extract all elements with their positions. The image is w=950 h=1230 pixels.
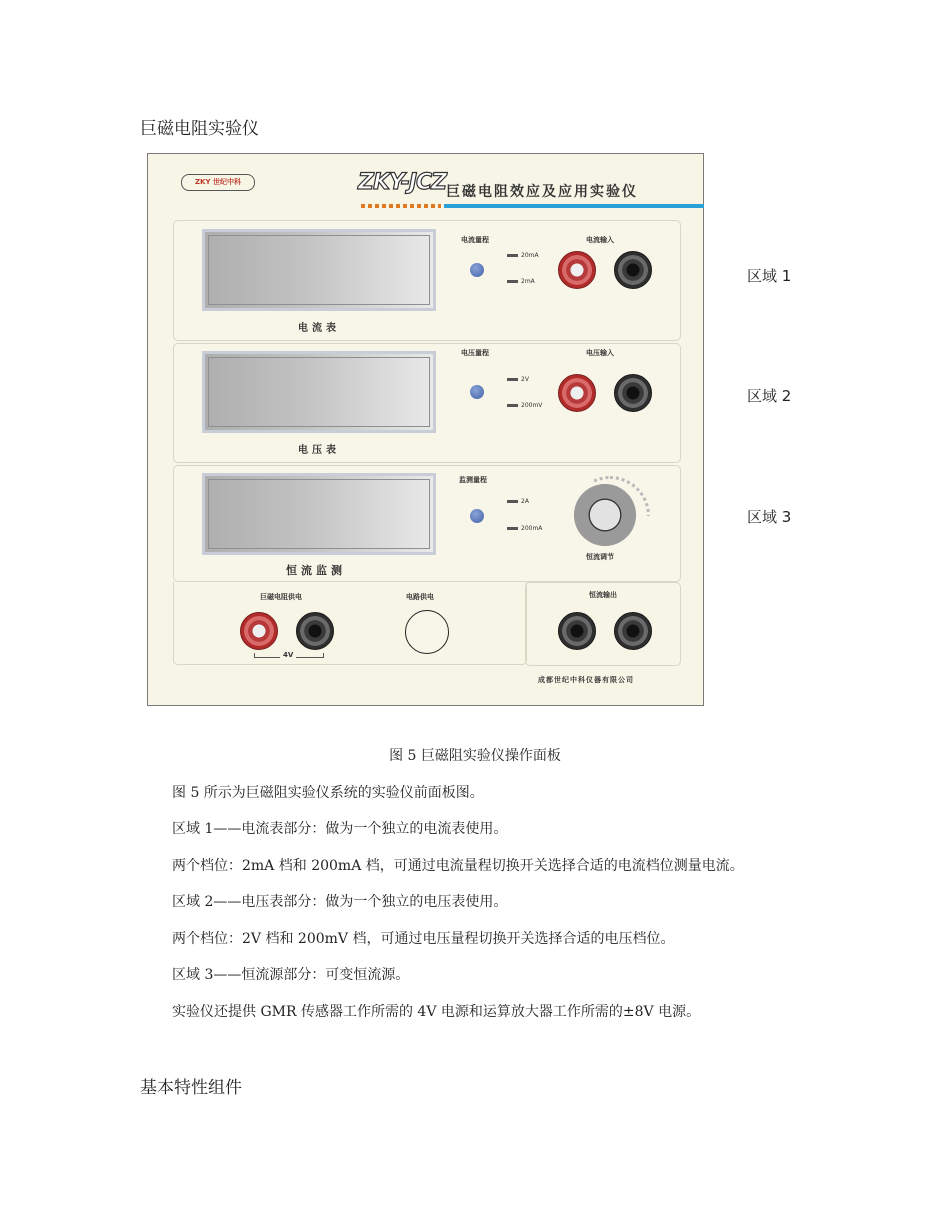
- current-range-switch[interactable]: [470, 263, 484, 277]
- circuit-supply-socket[interactable]: [405, 610, 449, 654]
- current-input-red-jack[interactable]: [558, 251, 596, 289]
- current-adjust-knob[interactable]: [574, 484, 636, 546]
- brand-logo: ZKY 世纪中科: [181, 174, 255, 191]
- monitor-range-high: 2A: [507, 498, 529, 505]
- monitor-range-low: 200mA: [507, 525, 542, 532]
- gmr-supply-red-jack[interactable]: [240, 612, 278, 650]
- const-output-label: 恒流输出: [589, 591, 617, 599]
- monitor-display: [202, 473, 436, 555]
- voltage-input-black-jack[interactable]: [614, 374, 652, 412]
- model-name: ZKY-JCZ: [358, 170, 447, 195]
- current-range-low: 2mA: [507, 278, 535, 285]
- paragraph-7: 实验仪还提供 GMR 传感器工作所需的 4V 电源和运算放大器工作所需的±8V 电源。: [172, 1004, 701, 1020]
- paragraph-6: 区域 3——恒流源部分：可变恒流源。: [172, 967, 410, 983]
- zone-label-2: 区域 2: [747, 387, 792, 405]
- current-input-black-jack[interactable]: [614, 251, 652, 289]
- product-title: 巨磁电阻效应及应用实验仪: [446, 184, 638, 200]
- company-name: 成都世纪中科仪器有限公司: [538, 676, 634, 684]
- current-range-label: 电流量程: [461, 236, 489, 244]
- paragraph-3: 两个档位：2mA 档和 200mA 档，可通过电流量程切换开关选择合适的电流档位测量电流。: [172, 858, 744, 874]
- paragraph-5: 两个档位：2V 档和 200mV 档，可通过电压量程切换开关选择合适的电压档位。: [172, 931, 675, 947]
- monitor-meter-label: 恒流监测: [286, 564, 346, 577]
- title-stripe: [444, 204, 704, 208]
- monitor-range-label: 监测量程: [459, 476, 487, 484]
- power-supply-section: [173, 582, 527, 665]
- current-display: [202, 229, 436, 311]
- voltage-range-low: 200mV: [507, 402, 542, 409]
- zone-label-3: 区域 3: [747, 508, 792, 526]
- knob-label: 恒流调节: [586, 553, 614, 561]
- voltage-meter-section: [173, 343, 681, 463]
- gmr-supply-voltage: 4V: [280, 651, 296, 659]
- title-dots: [361, 204, 441, 208]
- section-heading-top: 巨磁电阻实验仪: [140, 119, 259, 139]
- section-heading-bottom: 基本特性组件: [140, 1078, 242, 1098]
- voltage-meter-label: 电压表: [298, 445, 340, 456]
- voltage-range-high: 2V: [507, 376, 529, 383]
- voltage-display: [202, 351, 436, 433]
- constant-current-section: [173, 465, 681, 582]
- circuit-supply-label: 电路供电: [406, 593, 434, 601]
- gmr-supply-label: 巨磁电阻供电: [260, 593, 302, 601]
- voltage-range-switch[interactable]: [470, 385, 484, 399]
- current-range-high: 20mA: [507, 252, 539, 259]
- zone-label-1: 区域 1: [747, 267, 792, 285]
- paragraph-4: 区域 2——电压表部分：做为一个独立的电压表使用。: [172, 894, 508, 910]
- const-output-jack-1[interactable]: [558, 612, 596, 650]
- paragraph-1: 图 5 所示为巨磁阻实验仪系统的实验仪前面板图。: [172, 785, 484, 801]
- gmr-supply-black-jack[interactable]: [296, 612, 334, 650]
- const-output-jack-2[interactable]: [614, 612, 652, 650]
- figure-caption: 图 5 巨磁阻实验仪操作面板: [389, 748, 561, 764]
- instrument-front-panel: [147, 153, 704, 706]
- current-meter-section: [173, 220, 681, 341]
- current-meter-label: 电流表: [298, 323, 340, 334]
- current-input-label: 电流输入: [586, 236, 614, 244]
- monitor-range-switch[interactable]: [470, 509, 484, 523]
- paragraph-2: 区域 1——电流表部分：做为一个独立的电流表使用。: [172, 821, 508, 837]
- voltage-range-label: 电压量程: [461, 349, 489, 357]
- voltage-input-label: 电压输入: [586, 349, 614, 357]
- voltage-input-red-jack[interactable]: [558, 374, 596, 412]
